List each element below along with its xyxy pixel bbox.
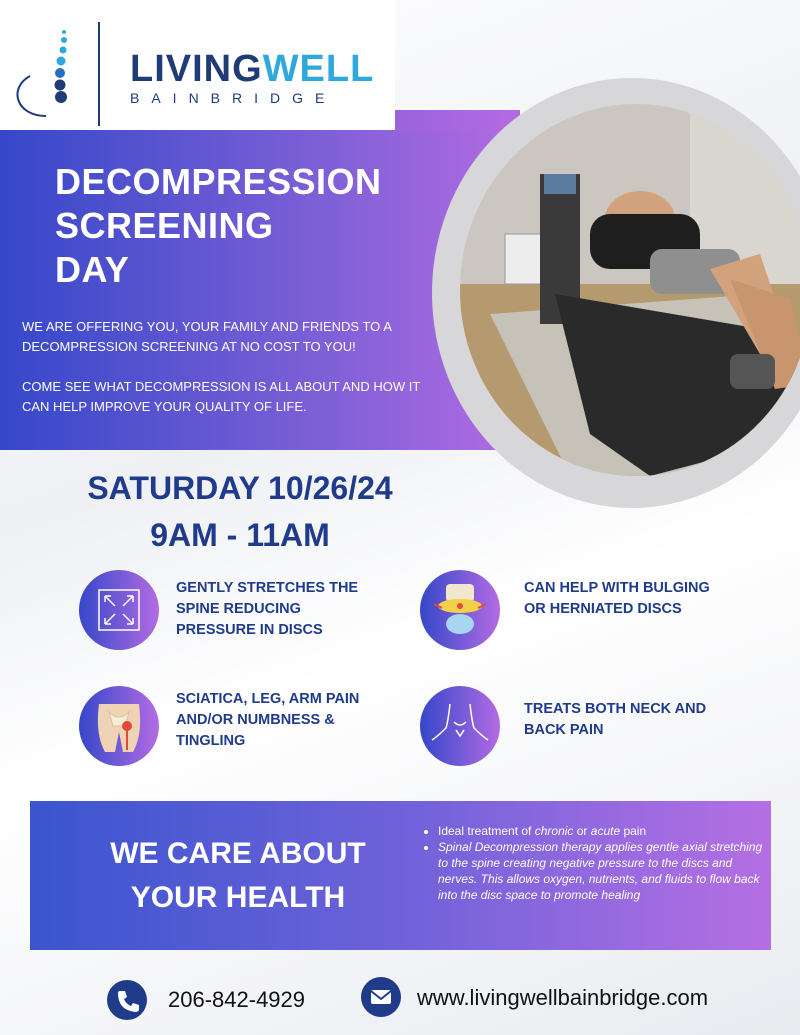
hero-title-line: DAY (55, 249, 130, 290)
hero-title-line: DECOMPRESSION (55, 161, 382, 202)
website-link[interactable]: www.livingwellbainbridge.com (417, 985, 709, 1010)
neck-icon (420, 686, 500, 766)
feature-icon-badge (79, 686, 159, 766)
hero-title-line: SCREENING (55, 205, 274, 246)
logo-divider (98, 22, 100, 126)
event-time: 9AM - 11AM (150, 517, 330, 553)
feature-text: TREATS BOTH NECK AND BACK PAIN (524, 701, 707, 738)
care-title-line: WE CARE ABOUT (110, 837, 366, 870)
feature-icon-badge (79, 570, 159, 650)
care-bullet: • Spinal Decompression therapy applies gentle axial stretching to the spine creating negative pressure to the discs and nerves. This allows oxygen, nutrients, and fluids to flow back into the disc space to promote healing (438, 839, 768, 903)
phone-number[interactable]: 206-842-4929 (168, 987, 306, 1012)
hero-paragraph: WE ARE OFFERING YOU, YOUR FAMILY AND FRIENDS TO A DECOMPRESSION SCREENING AT NO COST TO YOU! (22, 319, 392, 354)
event-date: SATURDAY 10/26/24 (87, 470, 393, 506)
hip-pain-icon (79, 686, 159, 766)
care-title-line: YOUR HEALTH (130, 881, 346, 914)
feature-icon-badge (420, 570, 500, 650)
feature-text: SCIATICA, LEG, ARM PAIN AND/OR NUMBNESS & TINGLING (176, 691, 360, 749)
feature-icon-badge (420, 686, 500, 766)
hero-title (55, 160, 382, 292)
phone-icon[interactable] (107, 980, 147, 1020)
hero-description (22, 317, 422, 437)
care-bullets (420, 823, 768, 903)
herniated-disc-icon (420, 570, 500, 650)
feature-text: GENTLY STRETCHES THE SPINE REDUCING PRESSURE IN DISCS (176, 580, 359, 638)
brand-subtitle: BAINBRIDGE (130, 90, 337, 106)
care-bullet: • Ideal treatment of chronic or acute pain (438, 823, 768, 839)
feature-text: CAN HELP WITH BULGING OR HERNIATED DISCS (524, 580, 710, 617)
spine-logo-icon (8, 28, 88, 128)
hero-paragraph: COME SEE WHAT DECOMPRESSION IS ALL ABOUT AND HOW IT CAN HELP IMPROVE YOUR QUALITY OF LIFE. (22, 379, 421, 414)
treatment-photo (460, 104, 800, 476)
arrows-expand-icon (79, 570, 159, 650)
email-icon[interactable] (361, 977, 401, 1017)
care-title (78, 832, 398, 920)
brand-name: LIVINGWELL (130, 48, 375, 90)
